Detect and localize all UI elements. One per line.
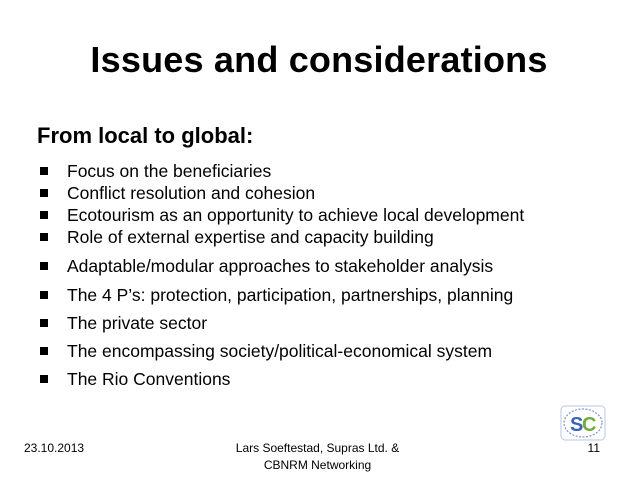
bullet-item [37,182,617,204]
footer-date: 23.10.2013 [24,441,85,455]
bullet-list [37,160,617,390]
bullet-square-icon [40,291,48,299]
bullet-item [37,340,617,362]
bullet-square-icon [40,189,48,197]
bullet-item [37,312,617,334]
bullet-item [37,255,617,277]
bullet-text: Conflict resolution and cohesion [67,183,316,203]
svg-text:C: C [582,414,597,436]
bullet-square-icon [40,375,48,383]
bullet-item [37,284,617,306]
bullet-item [37,226,617,248]
bullet-square-icon [40,262,48,270]
bullet-square-icon [40,167,48,175]
bullet-item [37,368,617,390]
footer-author [205,440,430,474]
bullet-item [37,160,617,182]
footer-author-line: CBNRM Networking [263,458,372,472]
bullet-item [37,204,617,226]
bullet-square-icon [40,233,48,241]
bullet-text: The encompassing society/political-economical system [67,341,493,361]
bullet-text: The private sector [67,313,208,333]
bullet-text: Adaptable/modular approaches to stakeholder analysis [67,256,494,276]
bullet-square-icon [40,347,48,355]
slide-title: Issues and considerations [90,39,548,80]
bullet-text: The Rio Conventions [67,369,231,389]
bullet-square-icon [40,319,48,327]
page-number: 11 [587,441,600,455]
svg-text:S: S [570,414,584,436]
bullet-square-icon [40,211,48,219]
sc-logo-icon [560,405,606,441]
bullet-text: Ecotourism as an opportunity to achieve local development [67,205,525,225]
bullet-text: Role of external expertise and capacity building [67,227,434,247]
bullet-text: The 4 P’s: protection, participation, partnerships, planning [67,285,514,305]
bullet-text: Focus on the beneficiaries [67,161,272,181]
slide-subtitle: From local to global: [37,123,254,148]
footer-author-line: Lars Soeftestad, Supras Ltd. & [235,441,400,455]
